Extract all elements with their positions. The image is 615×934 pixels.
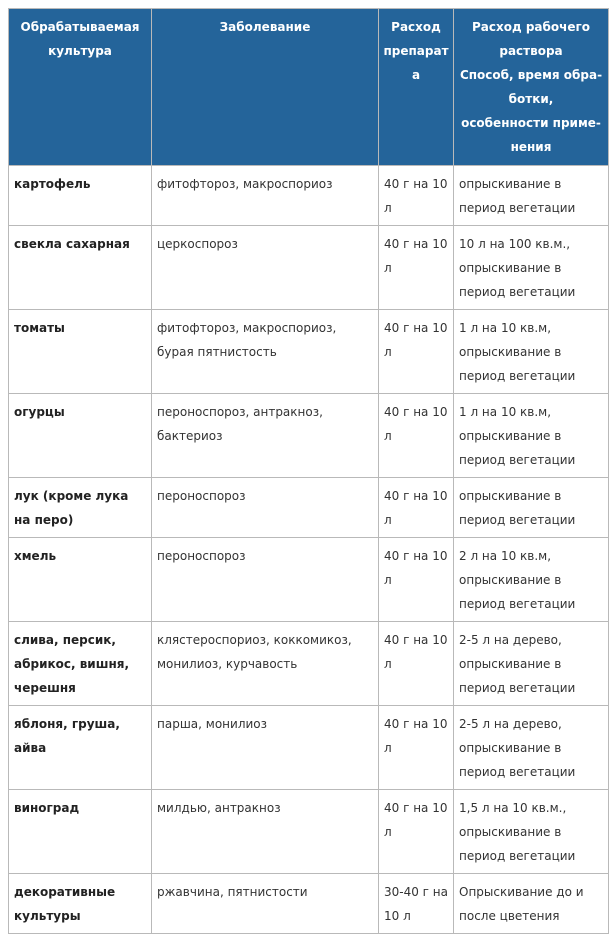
cell-method: 1 л на 10 кв.м, опрыскивание в период вегетации bbox=[454, 310, 609, 394]
table-row bbox=[9, 706, 609, 790]
cell-disease: пероноспороз, антракноз, бактериоз bbox=[152, 394, 379, 478]
cell-dose: 40 г на 10 л bbox=[379, 622, 454, 706]
cell-dose: 30-40 г на 10 л bbox=[379, 874, 454, 934]
cell-crop: томаты bbox=[9, 310, 152, 394]
cell-crop: огурцы bbox=[9, 394, 152, 478]
cell-crop: картофель bbox=[9, 166, 152, 226]
cell-crop: хмель bbox=[9, 538, 152, 622]
table-row bbox=[9, 394, 609, 478]
cell-crop: виноград bbox=[9, 790, 152, 874]
table-row bbox=[9, 310, 609, 394]
cell-method: опрыскивание в период вегетации bbox=[454, 166, 609, 226]
table-body bbox=[9, 166, 609, 934]
header-method-line: особенности приме- bbox=[461, 116, 601, 130]
cell-dose: 40 г на 10 л bbox=[379, 310, 454, 394]
header-dose: Расход препарата bbox=[379, 9, 454, 166]
header-crop: Обрабатываемая культура bbox=[9, 9, 152, 166]
cell-method: опрыскивание в период вегетации bbox=[454, 478, 609, 538]
cell-method: 1,5 л на 10 кв.м., опрыскивание в период вегетации bbox=[454, 790, 609, 874]
cell-method: 2-5 л на дерево, опрыскивание в период вегетации bbox=[454, 706, 609, 790]
table-header bbox=[9, 9, 609, 166]
table-row bbox=[9, 790, 609, 874]
cell-method: 1 л на 10 кв.м, опрыскивание в период вегетации bbox=[454, 394, 609, 478]
header-row bbox=[9, 9, 609, 166]
cell-disease: клястероспориоз, коккомикоз, монилиоз, курчавость bbox=[152, 622, 379, 706]
table-row bbox=[9, 226, 609, 310]
cell-dose: 40 г на 10 л bbox=[379, 394, 454, 478]
cell-dose: 40 г на 10 л bbox=[379, 706, 454, 790]
header-method bbox=[454, 9, 609, 166]
table-row bbox=[9, 166, 609, 226]
table-row bbox=[9, 538, 609, 622]
cell-crop: яблоня, груша, айва bbox=[9, 706, 152, 790]
treatment-table bbox=[8, 8, 609, 934]
cell-disease: фитофтороз, макроспориоз bbox=[152, 166, 379, 226]
header-method-line: Расход рабочего bbox=[471, 20, 591, 34]
cell-method: 10 л на 100 кв.м., опрыскивание в период вегетации bbox=[454, 226, 609, 310]
cell-dose: 40 г на 10 л bbox=[379, 538, 454, 622]
cell-crop: декоративные культуры bbox=[9, 874, 152, 934]
cell-disease: ржавчина, пятнистости bbox=[152, 874, 379, 934]
cell-dose: 40 г на 10 л bbox=[379, 226, 454, 310]
header-method-line: ботки, bbox=[508, 92, 554, 106]
header-method-line: Способ, время обра- bbox=[459, 68, 603, 82]
header-disease: Заболевание bbox=[152, 9, 379, 166]
cell-crop: слива, персик, абрикос, вишня, черешня bbox=[9, 622, 152, 706]
cell-disease: милдью, антракноз bbox=[152, 790, 379, 874]
cell-dose: 40 г на 10 л bbox=[379, 166, 454, 226]
cell-crop: лук (кроме лука на перо) bbox=[9, 478, 152, 538]
cell-crop: свекла сахарная bbox=[9, 226, 152, 310]
table-row bbox=[9, 478, 609, 538]
cell-disease: пероноспороз bbox=[152, 538, 379, 622]
cell-disease: пероноспороз bbox=[152, 478, 379, 538]
cell-disease: парша, монилиоз bbox=[152, 706, 379, 790]
cell-method: Опрыскивание до и после цветения bbox=[454, 874, 609, 934]
cell-dose: 40 г на 10 л bbox=[379, 478, 454, 538]
table-row bbox=[9, 874, 609, 934]
cell-method: 2 л на 10 кв.м, опрыскивание в период вегетации bbox=[454, 538, 609, 622]
cell-disease: церкоспороз bbox=[152, 226, 379, 310]
cell-disease: фитофтороз, макроспориоз, бурая пятнистость bbox=[152, 310, 379, 394]
cell-dose: 40 г на 10 л bbox=[379, 790, 454, 874]
cell-method: 2-5 л на дерево, опрыскивание в период вегетации bbox=[454, 622, 609, 706]
header-method-line: нения bbox=[510, 140, 552, 154]
table-row bbox=[9, 622, 609, 706]
header-method-line: раствора bbox=[499, 44, 563, 58]
